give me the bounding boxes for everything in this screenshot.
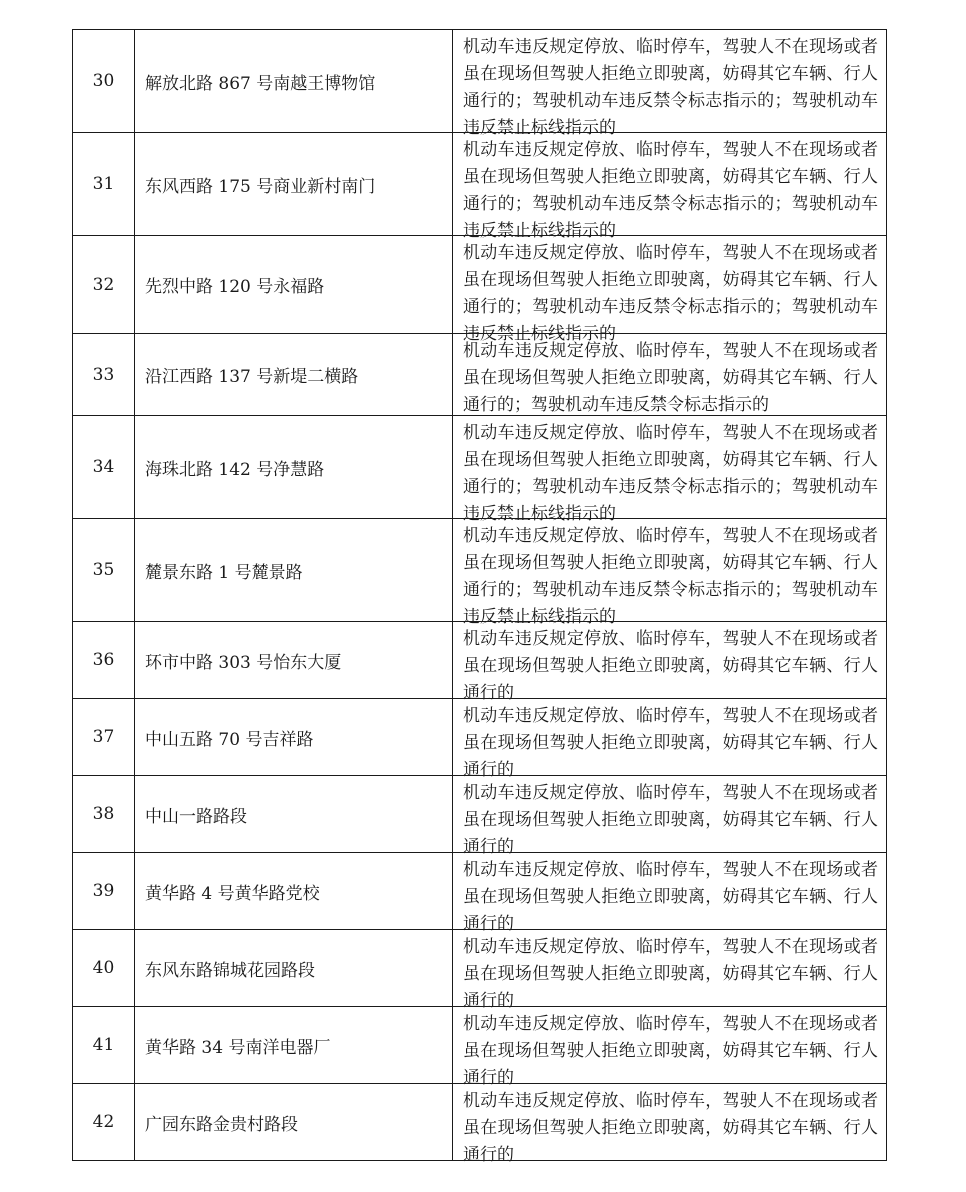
violation-text: 机动车违反规定停放、临时停车，驾驶人不在现场或者虽在现场但驾驶人拒绝立即驶离，妨碍其它车辆、行人通行的 [463,629,878,703]
row-number: 40 [73,930,135,1007]
row-number: 37 [73,699,135,776]
violation-text: 机动车违反规定停放、临时停车，驾驶人不在现场或者虽在现场但驾驶人拒绝立即驶离，妨碍其它车辆、行人通行的 [463,860,878,934]
table-row [73,853,887,930]
violation-cell [453,30,887,138]
violation-cell [453,133,887,241]
violation-text: 机动车违反规定停放、临时停车，驾驶人不在现场或者虽在现场但驾驶人拒绝立即驶离，妨碍其它车辆、行人通行的；驾驶机动车违反禁令标志指示的 [463,341,878,415]
table-row [73,776,887,853]
row-number: 38 [73,776,135,853]
row-number: 34 [73,416,135,519]
table-row [73,334,887,416]
location-cell: 中山一路路段 [135,776,453,853]
row-number: 33 [73,334,135,416]
violation-text: 机动车违反规定停放、临时停车，驾驶人不在现场或者虽在现场但驾驶人拒绝立即驶离，妨碍其它车辆、行人通行的；驾驶机动车违反禁令标志指示的；驾驶机动车违反禁止标线指示的 [463,423,878,524]
location-cell: 黄华路 4 号黄华路党校 [135,853,453,930]
violation-cell [453,334,887,416]
location-cell: 先烈中路 120 号永福路 [135,236,453,334]
table-row [73,1084,887,1161]
violation-text: 机动车违反规定停放、临时停车，驾驶人不在现场或者虽在现场但驾驶人拒绝立即驶离，妨碍其它车辆、行人通行的 [463,1091,878,1165]
row-number: 31 [73,133,135,236]
violation-cell [453,853,887,934]
table-row [73,699,887,776]
violation-cell [453,776,887,857]
location-cell: 东风东路锦城花园路段 [135,930,453,1007]
violation-cell [453,699,887,780]
location-cell: 沿江西路 137 号新堤二横路 [135,334,453,416]
violation-text: 机动车违反规定停放、临时停车，驾驶人不在现场或者虽在现场但驾驶人拒绝立即驶离，妨碍其它车辆、行人通行的 [463,1014,878,1088]
table-row [73,519,887,622]
location-cell: 广园东路金贵村路段 [135,1084,453,1161]
violation-text: 机动车违反规定停放、临时停车，驾驶人不在现场或者虽在现场但驾驶人拒绝立即驶离，妨碍其它车辆、行人通行的 [463,783,878,857]
location-cell: 环市中路 303 号怡东大厦 [135,622,453,699]
table-row [73,622,887,699]
row-number: 41 [73,1007,135,1084]
violation-cell [453,236,887,344]
row-number: 32 [73,236,135,334]
table-row [73,30,887,133]
table-row [73,133,887,236]
violation-text: 机动车违反规定停放、临时停车，驾驶人不在现场或者虽在现场但驾驶人拒绝立即驶离，妨碍其它车辆、行人通行的；驾驶机动车违反禁令标志指示的；驾驶机动车违反禁止标线指示的 [463,37,878,138]
location-cell: 中山五路 70 号吉祥路 [135,699,453,776]
violation-text: 机动车违反规定停放、临时停车，驾驶人不在现场或者虽在现场但驾驶人拒绝立即驶离，妨碍其它车辆、行人通行的；驾驶机动车违反禁令标志指示的；驾驶机动车违反禁止标线指示的 [463,243,878,344]
location-cell: 麓景东路 1 号麓景路 [135,519,453,622]
row-number: 36 [73,622,135,699]
violation-cell [453,1084,887,1165]
row-number: 30 [73,30,135,133]
violation-cell [453,416,887,524]
violation-text: 机动车违反规定停放、临时停车，驾驶人不在现场或者虽在现场但驾驶人拒绝立即驶离，妨碍其它车辆、行人通行的 [463,937,878,1011]
location-cell: 东风西路 175 号商业新村南门 [135,133,453,236]
row-number: 42 [73,1084,135,1161]
violation-text: 机动车违反规定停放、临时停车，驾驶人不在现场或者虽在现场但驾驶人拒绝立即驶离，妨碍其它车辆、行人通行的；驾驶机动车违反禁令标志指示的；驾驶机动车违反禁止标线指示的 [463,526,878,627]
table-row [73,1007,887,1084]
table-row [73,236,887,334]
violation-cell [453,622,887,703]
location-cell: 黄华路 34 号南洋电器厂 [135,1007,453,1084]
violation-location-table [72,29,887,1165]
table-row [73,416,887,519]
row-number: 39 [73,853,135,930]
table-row [73,930,887,1007]
violation-text: 机动车违反规定停放、临时停车，驾驶人不在现场或者虽在现场但驾驶人拒绝立即驶离，妨碍其它车辆、行人通行的 [463,706,878,780]
location-cell: 解放北路 867 号南越王博物馆 [135,30,453,133]
violation-cell [453,1007,887,1088]
violation-cell [453,519,887,627]
violation-cell [453,930,887,1011]
location-cell: 海珠北路 142 号净慧路 [135,416,453,519]
violation-text: 机动车违反规定停放、临时停车，驾驶人不在现场或者虽在现场但驾驶人拒绝立即驶离，妨碍其它车辆、行人通行的；驾驶机动车违反禁令标志指示的；驾驶机动车违反禁止标线指示的 [463,140,878,241]
row-number: 35 [73,519,135,622]
